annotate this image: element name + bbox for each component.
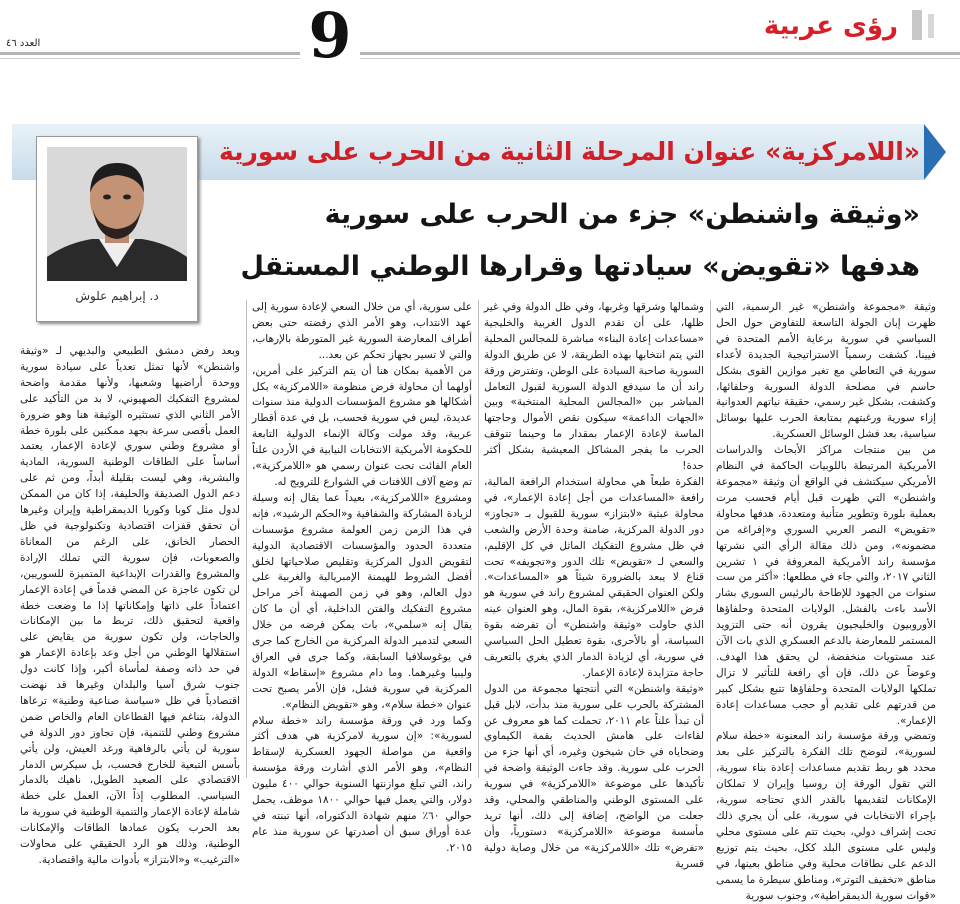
paragraph: وكما ورد في ورقة مؤسسة راند «خطة سلام لسورية»: «إن سورية لامركزية هي هدف أكثر واقعية من مواصلة الجهود العسكرية لإسقاط النظام»، وهو الأمر الذي أشارت ورقة مؤسسة راند، التي تبلغ موازنتها السنوية حوالي ٤٠٠ مليون دولار، والتي يعمل فيها حوالي ١٨٠٠ موظف، يحمل حوالي ٦٠٪ منهم شهادة الدكتوراه، أنها تبنته في عدة أوراق سبق أن أصدرتها عن سورية منذ عام ٢٠١٥. [252,714,473,854]
article-column-1 [716,300,936,902]
section-marker-bar [912,10,922,40]
page-number: 9 [300,4,360,68]
masthead [0,0,960,72]
article-headline: «اللامركزية» عنوان المرحلة الثانية من الحرب على سورية [218,137,920,166]
paragraph: من الأهمية بمكان هنا أن يتم التركيز على أمرين، أولهما أن محاولة فرض منظومة «اللامركزية» بكل أشكالها هو مشروع المؤسسات الدولية منذ سنوات عديدة، ليس في سورية فحسب، بل في عدة أقطار عربية، وقد مولت وكالة الإنماء الدولية التابعة للحكومة الأمريكية الانتخابات النيابية في الأردن علناً العام الفائت تحت عنوان رسمي هو «اللامركزية»، تم وضع آلاف اللافتات في الشوارع للترويج له. [252,364,472,488]
column-divider [710,300,711,778]
paragraph: الفكرة طبعاً هي محاولة استخدام الرافعة المالية، رافعة «المساعدات من أجل إعادة الإعمار»، في محاولة عبثية «لابتزاز» سورية للقبول بـ «تجاوز» دور الدولة المركزية، ضامنة وحدة الأرض والشعب في ظل مشروع التفكيك الماثل في كل الإقليم، والسعي لـ «تقويض» تلك الدور و«تجويفه» تحت قناع لا يبعد بالضرورة شيئاً هو «المساعدات». ولكن العنوان الحقيقي لمشروع راند في سورية هو فرض «اللامركزية»، بقوة المال، وهو العنوان عينه الذي حاولت «وثيقة واشنطن» أن تفرضه بقوة السياسة، أو بالأحرى، بقوة تعطيل الحل السياسي في سورية، أي لزيادة الدمار الذي يغري بالتعريف حاجة متزايدة لإعادة الإعمار. [484,475,704,679]
author-caption: د. إبراهيم علوش [75,289,159,303]
paragraph: وبعد رفض دمشق الطبيعي والبديهي لـ «وثيقة واشنطن» لأنها تمثل تعدياً على سيادة سورية ووحدة أراضيها وشعبها، ولأنها مقدمة واضحة لمشروع التفكيك الصهيوني، لا بد من التأكيد على الأمر الثاني الذي تستثيره الوثيقة هنا وهو ضرورة العمل بأقصى سرعة بجهد ممكنين على بلورة خطة أو مشروع وطني سوري لإعادة الإعمار، يعتمد أساساً على الطاقات الوطنية السورية، المادية والبشرية، وهي ليست بقليلة أبداً، ومن ثم على دعم الدول الصديقة والحليفة، إذا كان من الممكن لدول مثل كوبا وكوريا الديمقراطية وإيران وغيرها أن تحقق قفزات اقتصادية وتكنولوجية في ظل الحصار الخانق، على الرغم من المعاناة والصعوبات، فإن سورية التي تملك الإرادة والمشروع والقدرات الإبداعية المتميزة للسوريين، لن تكون عاجزة عن المضي قدماً في إعادة الإعمار اعتماداً على ذاتها وإمكاناتها إذا ما وضعت خطة واقعية لتحقيق ذلك، تربط ما بين الإمكانات والحاجات، ولن تكون سورية من يقايض على استقلالها الوطني من أجل وعد بإعادة الإعمار هو في حد ذاته وصفة لمأساة أكبر، وإذا كانت دول جنوب شرق آسيا والبلدان وغيرها قد نهضت اقتصادياً في ظل «سياسة صناعية وطنية» ترعاها الدولة، بتناغم فيها القطاعان العام والخاص ضمن مشروع وطني للتنمية، فإن تجاوز دور الدولة في سورية لن يأتي بالرفاهية ورغد العيش، ولن يأتي بأسس التبعية للخارج فحسب، بل سيكرس الدمار الاقتصادي على الصعيد الطويل، ناهيك بالدمار السياسي. المطلوب إذاً الآن، العمل على خطة شاملة لإعادة الإعمار والتنمية الوطنية في سورية ما بعد الحرب يكون عمادها الطاقات والإمكانات الوطنية، وذلك هو الرد الحقيقي على محاولات «الترغيب» و«الابتزاز» بأدوات مالية واقتصادية. [20,345,240,866]
article-column-4 [20,344,240,866]
author-portrait-icon [47,147,187,281]
masthead-rule-thin [0,58,960,59]
author-photo-frame [36,136,198,322]
author-photo [47,147,187,281]
paragraph: وتمضي ورقة مؤسسة راند المعنونة «خطة سلام لسورية»، لتوضح تلك الفكرة بالتركيز على بعد محدد هو ربط تقديم مساعدات إعادة بناء سورية، التي تقول الورقة إن روسيا وإيران لا تملكان الإمكانات لتقديمها بالقدر الذي تحتاجه سورية، بإجراء الانتخابات في سورية، على أن يجري ذلك تحت إشراف دولي، بحيث تتم على مستوى محلي وليس على مستوى البلد ككل، بحيث يتم توزيع الدعم على نطاقات محلية وفي مناطق بعينها، في مناطق «تخفيف التوتر»، ومناطق سيطرة ما يسمى «قوات سورية الديمقراطية»، وجنوب سورية [716,730,936,902]
headline-arrow-icon [924,124,946,180]
column-divider [478,300,479,778]
section-marker-bar-small [928,14,934,38]
section-title: رؤى عربية [763,11,898,41]
paragraph: «وثيقة واشنطن» التي أنتجتها مجموعة من الدول المشتركة بالحرب على سورية منذ بدأت، لابل قبل أن تبدأ علناً عام ٢٠١١، تحملت كما هو معروف عن لقاءات على هامش الحديث بقمة الكيماوي وضحاياه في خان شيخون وغيره، أي أنها جزء من الحرب على سورية. وقد جاءت الوثيقة واضحة في تأكيدها على موضوعة «اللامركزية» في سورية على المستوى الوطني والمناطقي والمحلي، وقد جعلت من الواضح، إضافة إلى ذلك، أنها تريد مأسسة موضوعة «اللامركزية» دستورياً، وأن «تفرض» تلك «اللامركزية» من خلال وصاية دولية قسرية [484,682,705,870]
paragraph: وثيقة «مجموعة واشنطن» غير الرسمية، التي ظهرت إبان الجولة التاسعة للتفاوض حول الحل السياسي في سورية برعاية الأمم المتحدة في فيينا، كشفت رسمياً الاستراتيجية الجديدة لأعداء سورية في التعاطي مع تغير موازين القوى بشكل حاسم في مصلحة الدولة السورية وحلفائها، وكشفت، بشكل غير رسمي، حقيقة نياتهم العدوانية إزاء سورية ورغبتهم بمتابعة الحرب عليها بوسائل سياسية، بعد فشل الوسائل العسكرية. [716,301,936,441]
paragraph: ومشروع «اللامركزية»، بعيداً عما يقال إنه وسيلة لزيادة المشاركة والشفافية و«الحكم الرشيد»، فإنه في هذا الزمن زمن العولمة مشروع مؤسسات متعددة الحدود والمؤسسات الاقتصادية الدولية لتقويض الدول المركزية وتقليص صلاحياتها لخلق أفضل الشروط للهيمنة الإمبريالية والغربية على دول العالم، وهو في زمن الصهينة آخر مراحل مشروع التفكيك والفتن الداخلية، أي أن ما كان يقال إنه «سلمي»، بات يمكن فرضه من خلال السعي لتدمير الدولة المركزية من الخارج كما جرى في يوغوسلافيا السابقة، وكما جرى في العراق وليبيا وغيرهما. وما دام مشروع «إسقاط» الدولة المركزية في سورية فشل، فإن الأمر يصبح تحت عنوان «خطة سلام»، وهو «تقويض النظام». [252,491,472,711]
masthead-rule [0,52,960,55]
article-column-2 [484,300,705,870]
column-divider [246,300,247,778]
subheadline-line-1: «وثيقة واشنطن» جزء من الحرب على سورية [324,199,920,230]
paragraph: وشمالها وشرقها وغربها، وفي ظل الدولة وفي غير ظلها، على أن تقدم الدول الغربية والخليجية «مساعدات إعادة البناء» مباشرة للمجالس المحلية التي يتم انتخابها بهذه الطريقة، لا عن طريق الدولة السورية صاحبة السيادة على الوطن، وتفترض ورقة راند أن ما سيدفع الدولة السورية لقبول التعامل المباشر بين «المجالس المحلية المنتخبة» وبين «الجهات الداعمة» سيكون نقص الأموال وحاجتها الماسة لإعادة الإعمار بمقدار ما وحينما تتوقف الحرب ما يفجر المشاكل المعيشية بشكل أكثر حدة! [484,301,704,473]
paragraph: من بين منتجات مراكز الأبحاث والدراسات الأمريكية المرتبطة باللوبيات الحاكمة في النظام الأمريكي سيكتشف في الواقع أن وثيقة «مجموعة واشنطن» التي ظهرت قبل أيام فحسب مرت بعملية بلورة وتطوير متأنية ومتعددة، هدفها محاولة «تقويض» النصر العربي السوري و«إفراغه من مضمونه»، ومن ذلك مقالة الرأي التي نشرتها مؤسسة راند الأمريكية المعروفة في ١ تشرين الثاني ٢٠١٧، والتي جاء في مطلعها: «أكثر من ست سنوات من الجهود للإطاحة بالرئيس السوري بشار الأسد باءت بالفشل. الولايات المتحدة وحلفاؤها الأوروبيون والخليجيون يقرون أنه حتى التزويد المستمر للمعارضة بالدعم العسكري الذي بات الآن عند مستويات منخفضة، لن يحقق هذا الهدف. وعوضاً عن ذلك، فإن أي رافعة للتأثير لا تزال تملكها الولايات المتحدة وحلفاؤها تتبع بشكل كبير من قدرتهم على تقديم أو حجب مساعدات إعادة الإعمار». [716,444,936,727]
paragraph: على سورية، أي من خلال السعي لإعادة سورية إلى عهد الانتداب، وهو الأمر الذي رفضته حتى بعض أطراف المعارضة السورية غير المتورطة بالإرهاب، والتي لا تسير بجهاز تحكم عن بعد... [252,301,472,361]
subheadline-line-2: هدفها «تقويض» سيادتها وقرارها الوطني المستقل [240,251,920,282]
article-column-3 [252,300,473,854]
issue-number: العدد ٤٦ [6,38,41,49]
